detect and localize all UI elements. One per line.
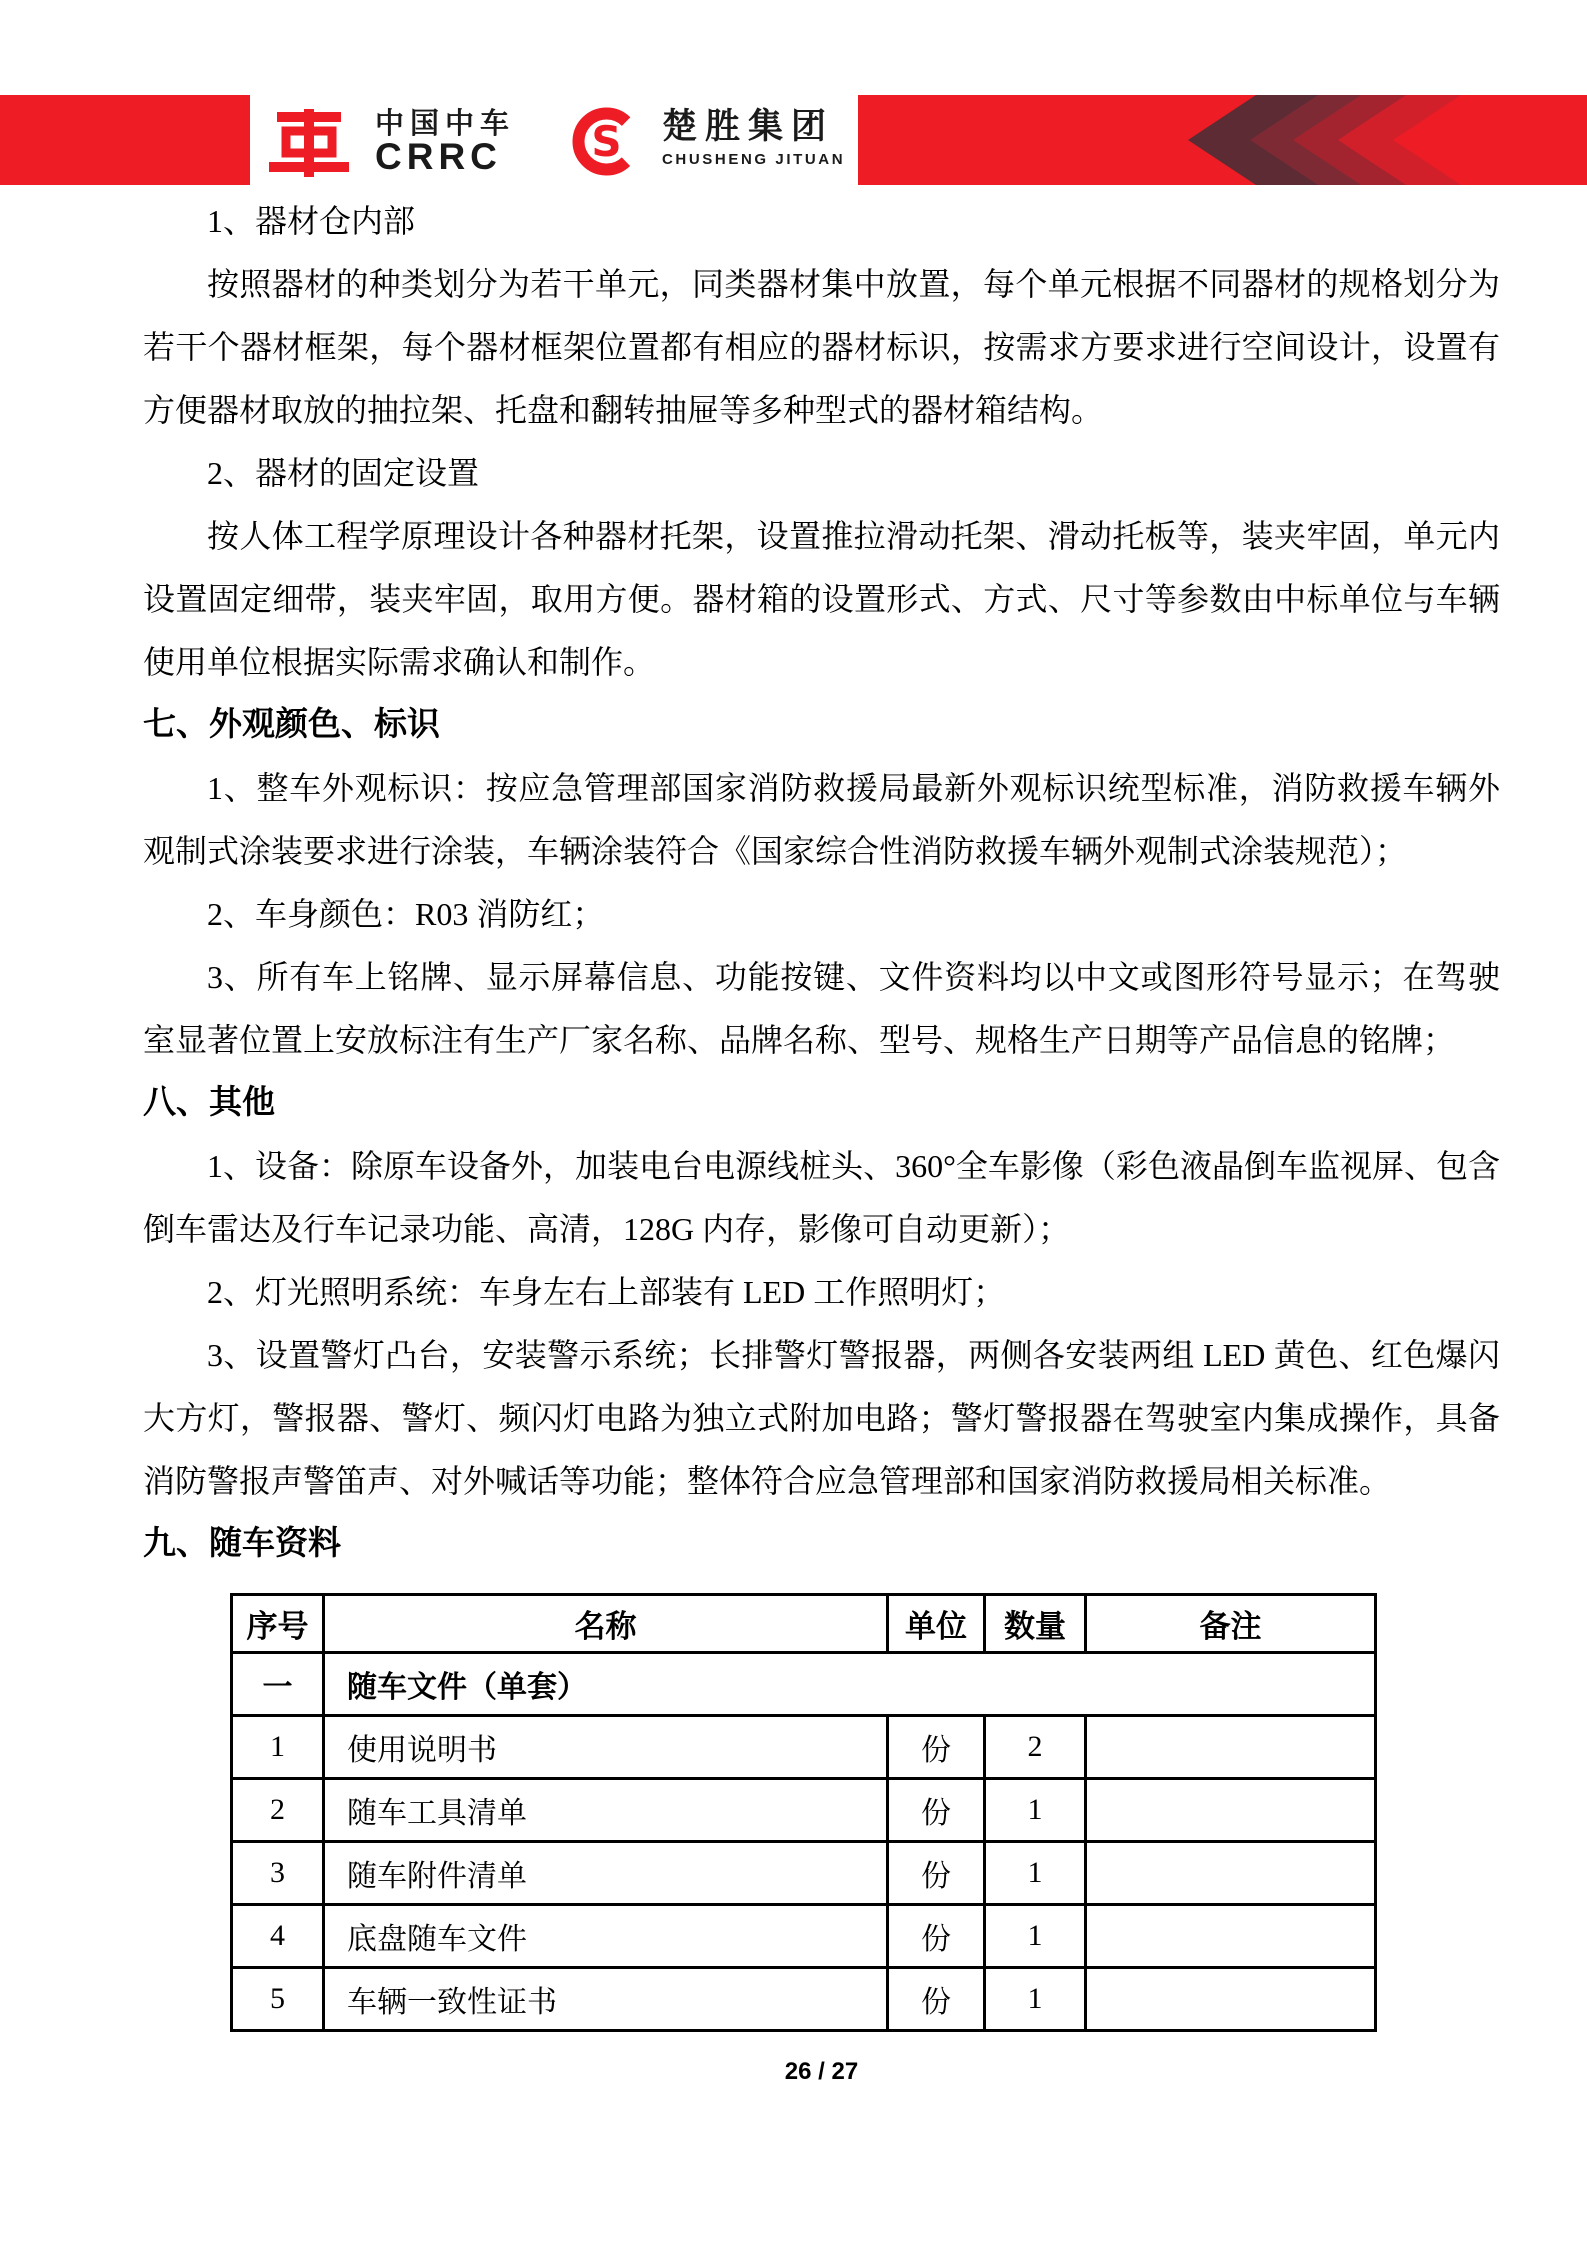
crrc-name-zh: 中国中车	[375, 108, 516, 140]
cell-name: 底盘随车文件	[324, 1905, 888, 1968]
svg-text:S: S	[591, 117, 622, 166]
column-header: 序号	[232, 1595, 324, 1653]
accompanying-documents-table	[230, 1593, 1377, 2032]
chusheng-text	[662, 109, 845, 168]
cell-name: 随车工具清单	[324, 1779, 888, 1842]
crrc-logo	[269, 109, 515, 177]
cell-name: 车辆一致性证书	[324, 1968, 888, 2031]
cell-quantity: 1	[985, 1779, 1086, 1842]
cell-quantity: 2	[985, 1716, 1086, 1779]
cell-note	[1086, 1905, 1376, 1968]
cell-serial: 一	[232, 1653, 324, 1716]
cell-quantity: 1	[985, 1968, 1086, 2031]
cell-quantity: 1	[985, 1905, 1086, 1968]
document-content	[0, 190, 1587, 2086]
cell-unit: 份	[888, 1842, 985, 1905]
chusheng-emblem-icon	[569, 104, 644, 179]
band-right-segment	[858, 95, 1587, 185]
cell-unit: 份	[888, 1968, 985, 2031]
table-body	[232, 1653, 1376, 2031]
cell-serial: 3	[232, 1842, 324, 1905]
chusheng-logo	[569, 104, 845, 179]
cell-quantity: 1	[985, 1842, 1086, 1905]
section-heading: 九、随车资料	[143, 1526, 341, 1562]
cell-unit: 份	[888, 1716, 985, 1779]
table-row	[232, 1779, 1376, 1842]
column-header: 数量	[985, 1595, 1086, 1653]
chusheng-name-en: CHUSHENG JITUAN	[662, 151, 846, 168]
paragraph: 2、灯光照明系统：车身左右上部装有 LED 工作照明灯；	[207, 1274, 1006, 1310]
paragraph: 1、整车外观标识：按应急管理部国家消防救援局最新外观标识统型标准，消防救援车辆外观制式涂装要求进行涂装，车辆涂装符合《国家综合性消防救援车辆外观制式涂装规范）；	[143, 770, 1500, 869]
cell-serial: 1	[232, 1716, 324, 1779]
chusheng-name-zh: 楚胜集团	[662, 107, 835, 146]
table-row	[232, 1716, 1376, 1779]
cell-unit: 份	[888, 1905, 985, 1968]
table-row	[232, 1905, 1376, 1968]
paragraph: 2、车身颜色：R03 消防红；	[207, 896, 605, 932]
cell-note	[1086, 1779, 1376, 1842]
cell-note	[1086, 1968, 1376, 2031]
cell-note	[1086, 1842, 1376, 1905]
table-row	[232, 1653, 1376, 1716]
crrc-text	[375, 108, 516, 177]
paragraph: 3、设置警灯凸台，安装警示系统；长排警灯警报器，两侧各安装两组 LED 黄色、红色爆闪大方灯，警报器、警灯、频闪灯电路为独立式附加电路；警灯警报器在驾驶室内集成操作，具备消防警报声警笛声、对外喊话等功能；整体符合应急管理部和国家消防救援局相关标准。	[143, 1337, 1500, 1499]
column-header: 单位	[888, 1595, 985, 1653]
crrc-name-en: CRRC	[375, 136, 502, 177]
column-header: 名称	[324, 1595, 888, 1653]
cell-name: 随车附件清单	[324, 1842, 888, 1905]
paragraph: 1、器材仓内部	[207, 203, 416, 239]
paragraph: 3、所有车上铭牌、显示屏幕信息、功能按键、文件资料均以中文或图形符号显示；在驾驶室显著位置上安放标注有生产厂家名称、品牌名称、型号、规格生产日期等产品信息的铭牌；	[143, 959, 1500, 1058]
paragraph: 按人体工程学原理设计各种器材托架，设置推拉滑动托架、滑动托板等，装夹牢固，单元内设置固定细带，装夹牢固，取用方便。器材箱的设置形式、方式、尺寸等参数由中标单位与车辆使用单位根据实际需求确认和制作。	[143, 518, 1500, 680]
cell-name: 使用说明书	[324, 1716, 888, 1779]
cell-serial: 4	[232, 1905, 324, 1968]
paragraph: 2、器材的固定设置	[207, 455, 480, 491]
cell-note	[1086, 1716, 1376, 1779]
logo-panel	[250, 95, 858, 185]
table-header-row	[232, 1595, 1376, 1653]
section-heading: 八、其他	[143, 1085, 275, 1121]
page-number: 26 / 27	[784, 2058, 859, 2085]
paragraph: 1、设备：除原车设备外，加装电台电源线桩头、360°全车影像（彩色液晶倒车监视屏、包含倒车雷达及行车记录功能、高清，128G 内存，影像可自动更新）；	[143, 1148, 1500, 1247]
table-row	[232, 1842, 1376, 1905]
cell-serial: 5	[232, 1968, 324, 2031]
paragraph: 按照器材的种类划分为若干单元，同类器材集中放置，每个单元根据不同器材的规格划分为若干个器材框架，每个器材框架位置都有相应的器材标识，按需求方要求进行空间设计，设置有方便器材取放的抽拉架、托盘和翻转抽屉等多种型式的器材箱结构。	[143, 266, 1500, 428]
column-header: 备注	[1086, 1595, 1376, 1653]
letterhead-band	[0, 95, 1587, 185]
table-row	[232, 1968, 1376, 2031]
cell-name: 随车文件（单套）	[324, 1653, 1376, 1716]
cell-unit: 份	[888, 1779, 985, 1842]
crrc-emblem-icon	[269, 109, 349, 177]
body-blocks	[143, 190, 1500, 1576]
table-header	[232, 1595, 1376, 1653]
section-heading: 七、外观颜色、标识	[143, 707, 440, 743]
cell-serial: 2	[232, 1779, 324, 1842]
